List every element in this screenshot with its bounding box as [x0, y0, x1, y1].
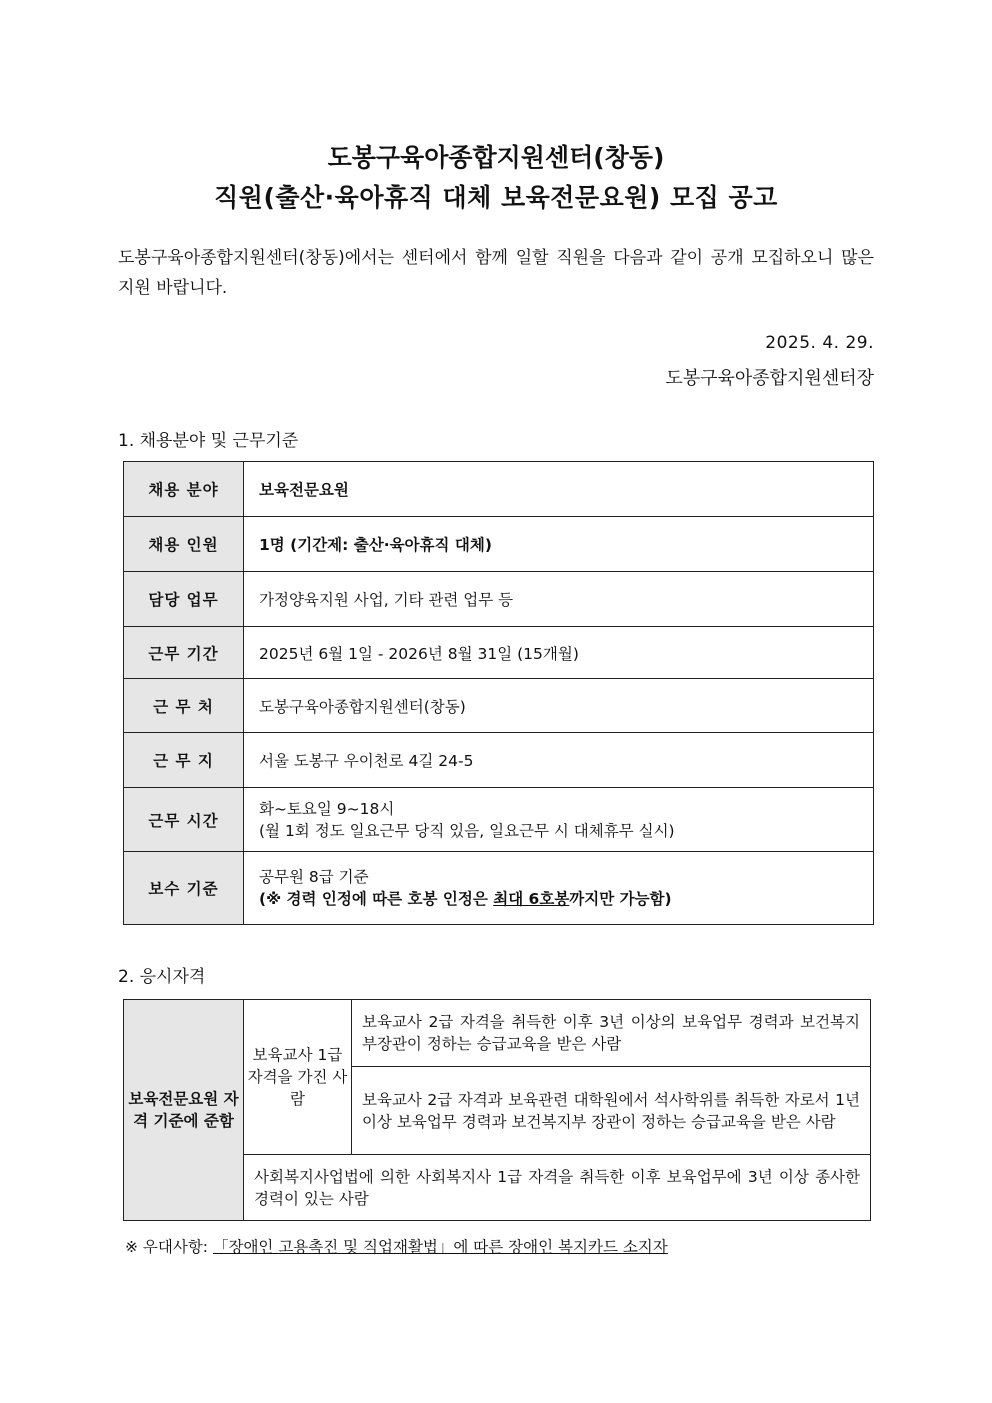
row-value: 1명 (기간제: 출산·육아휴직 대체)	[244, 517, 874, 572]
row-label: 담당 업무	[124, 572, 244, 627]
salary-basis: 공무원 8급 기준	[259, 868, 369, 886]
intro-paragraph: 도봉구육아종합지원센터(창동)에서는 센터에서 함께 일할 직원을 다음과 같이 공개 모집하오니 많은 지원 바랍니다.	[118, 248, 874, 298]
row-label: 채용 인원	[124, 517, 244, 572]
row-value	[244, 852, 874, 925]
work-hours: 화~토요일 9~18시	[259, 799, 395, 818]
salary-note-highlight: 최대 6호봉	[493, 890, 570, 908]
qualification-item: 사회복지사업법에 의한 사회복지사 1급 자격을 취득한 이후 보육업무에 3년 이상 종사한 경력이 있는 사람	[244, 1155, 871, 1221]
page-title: 도봉구육아종합지원센터(창동)	[327, 143, 665, 172]
section1-heading: 1. 채용분야 및 근무기준	[118, 431, 299, 451]
qualification-table	[123, 999, 871, 1221]
table-row	[124, 733, 874, 788]
qualification-item: 보육교사 2급 자격을 취득한 이후 3년 이상의 보육업무 경력과 보건복지부장관이 정하는 승급교육을 받은 사람	[352, 1000, 871, 1067]
row-value: 보육전문요원	[244, 462, 874, 517]
table-row	[124, 679, 874, 733]
preference-note-text: 「장애인 고용촉진 및 직업재활법」에 따른 장애인 복지카드 소지자	[212, 1238, 668, 1256]
row-label: 근무 시간	[124, 788, 244, 852]
row-label: 보수 기준	[124, 852, 244, 925]
table-row	[124, 627, 874, 679]
table-row	[124, 788, 874, 852]
row-value	[244, 788, 874, 852]
row-label: 근 무 처	[124, 679, 244, 733]
row-value: 도봉구육아종합지원센터(창동)	[244, 679, 874, 733]
notice-date: 2025. 4. 29.	[765, 333, 874, 353]
row-value: 서울 도봉구 우이천로 4길 24-5	[244, 733, 874, 788]
section2-heading: 2. 응시자격	[118, 967, 206, 987]
table-row	[124, 462, 874, 517]
qualification-subheader: 보육교사 1급 자격을 가진 사람	[244, 1000, 352, 1155]
table-row	[124, 852, 874, 925]
row-label: 채용 분야	[124, 462, 244, 517]
row-value: 가정양육지원 사업, 기타 관련 업무 등	[244, 572, 874, 627]
row-label: 근 무 지	[124, 733, 244, 788]
qualification-item: 보육교사 2급 자격과 보육관련 대학원에서 석사학위를 취득한 자로서 1년 이상 보육업무 경력과 보건복지부 장관이 정하는 승급교육을 받은 사람	[352, 1067, 871, 1155]
employment-table	[123, 461, 874, 925]
table-row	[124, 1000, 871, 1067]
salary-note: (※ 경력 인정에 따른 호봉 인정은 최대 6호봉까지만 가능함)	[259, 890, 672, 908]
table-row	[124, 572, 874, 627]
qualification-header: 보육전문요원 자격 기준에 준함	[124, 1000, 244, 1221]
issuer: 도봉구육아종합지원센터장	[665, 368, 874, 389]
page-subtitle: 직원(출산·육아휴직 대체 보육전문요원) 모집 공고	[214, 183, 778, 212]
table-row	[124, 517, 874, 572]
row-value: 2025년 6월 1일 - 2026년 8월 31일 (15개월)	[244, 627, 874, 679]
preference-note: ※ 우대사항: 「장애인 고용촉진 및 직업재활법」에 따른 장애인 복지카드 소지자	[125, 1238, 668, 1256]
row-label: 근무 기간	[124, 627, 244, 679]
work-hours-note: (월 1회 정도 일요근무 당직 있음, 일요근무 시 대체휴무 실시)	[259, 821, 675, 840]
